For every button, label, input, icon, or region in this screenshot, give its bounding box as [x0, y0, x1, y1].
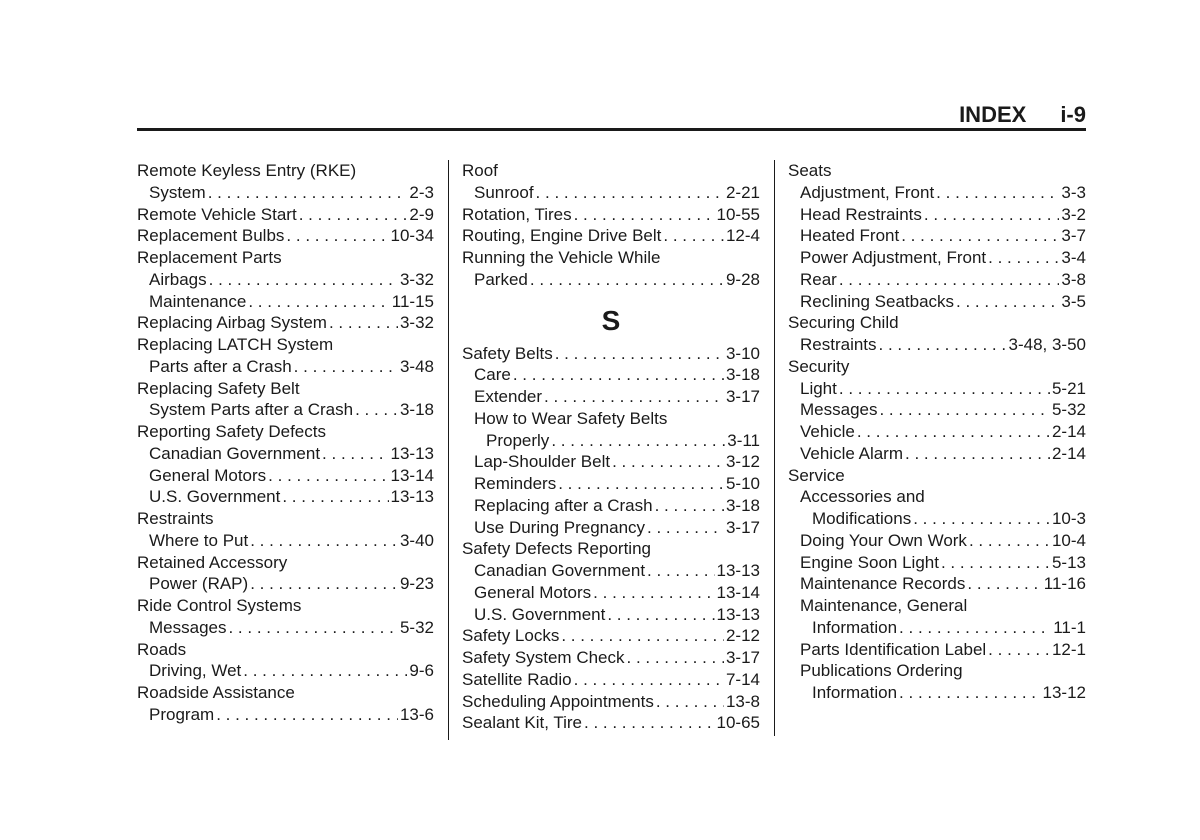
index-subentry — [462, 364, 760, 386]
entry-label: Satellite Radio — [462, 669, 572, 689]
index-subentry — [788, 508, 1086, 530]
entry-label: Routing, Engine Drive Belt — [462, 226, 662, 246]
page-reference: 9-23 — [399, 574, 434, 594]
entry-label: Sealant Kit, Tire — [462, 713, 583, 733]
entry-label: Reminders — [474, 474, 557, 493]
entry-label: Roads — [137, 639, 187, 659]
index-subentry — [137, 573, 434, 595]
entry-label: Replacing Safety Belt — [137, 378, 300, 398]
dot-leader — [555, 343, 724, 365]
index-entry — [462, 247, 760, 269]
entry-label: Scheduling Appointments — [462, 691, 654, 711]
entry-label: How to Wear Safety Belts — [474, 408, 668, 428]
entry-label: Reporting Safety Defects — [137, 422, 326, 441]
page-reference: 3-17 — [725, 517, 760, 537]
dot-leader — [647, 560, 714, 582]
entry-label: Information — [812, 683, 898, 702]
entry-label: Replacement Bulbs — [137, 226, 285, 246]
dot-leader — [969, 530, 1050, 552]
dot-leader — [216, 704, 398, 726]
index-entry — [462, 712, 760, 734]
entry-label: Reclining Seatbacks — [800, 291, 955, 311]
dot-leader — [607, 604, 714, 626]
page-reference: 5-10 — [725, 474, 760, 493]
entry-label: Driving, Wet — [149, 661, 242, 681]
page-reference: 13-13 — [716, 604, 760, 624]
dot-leader — [355, 399, 398, 421]
entry-label: Maintenance — [149, 291, 247, 311]
dot-leader — [627, 647, 724, 669]
entry-label: Power Adjustment, Front — [800, 248, 987, 267]
page-reference: 11-15 — [391, 291, 434, 311]
dot-leader — [593, 582, 714, 604]
dot-leader — [941, 552, 1050, 574]
entry-label: Head Restraints — [800, 204, 922, 224]
dot-leader — [924, 204, 1060, 226]
page-reference: 5-21 — [1051, 378, 1086, 398]
dot-leader — [913, 508, 1050, 530]
dot-leader — [879, 399, 1049, 421]
index-subentry — [462, 430, 760, 452]
page-reference: 3-12 — [725, 452, 760, 472]
page-reference: 3-4 — [1061, 248, 1086, 267]
index-entry — [788, 160, 1086, 182]
entry-label: General Motors — [474, 582, 592, 602]
dot-leader — [250, 530, 398, 552]
entry-label: Security — [788, 356, 850, 376]
index-subentry — [788, 182, 1086, 204]
page-reference: 2-3 — [409, 182, 434, 202]
page-reference: 5-32 — [1051, 400, 1086, 420]
entry-label: Light — [800, 378, 837, 398]
dot-leader — [839, 378, 1050, 400]
page-reference: 10-55 — [716, 204, 760, 224]
entry-label: Information — [812, 617, 898, 637]
entry-label: Safety Defects Reporting — [462, 539, 651, 559]
dot-leader — [905, 443, 1050, 465]
entry-label: Parts Identification Label — [800, 639, 987, 659]
entry-label: Publications Ordering — [800, 661, 963, 681]
entry-label: Extender — [474, 387, 543, 406]
page-reference: 3-7 — [1061, 226, 1086, 246]
entry-label: Where to Put — [149, 530, 249, 550]
index-subentry — [788, 530, 1086, 552]
index-subentry — [788, 639, 1086, 661]
entry-label: Vehicle — [800, 422, 855, 441]
index-title: INDEX — [959, 102, 1027, 127]
index-entry — [137, 247, 434, 269]
index-subentry — [462, 560, 760, 582]
index-subentry — [137, 182, 434, 204]
index-subentry — [462, 408, 760, 430]
index-entry — [137, 160, 434, 182]
index-entry — [462, 691, 760, 713]
entry-label: Running the Vehicle While — [462, 248, 661, 267]
index-subentry — [788, 443, 1086, 465]
page-reference: 10-4 — [1051, 530, 1086, 550]
index-entry — [137, 639, 434, 661]
index-entry — [137, 508, 434, 530]
dot-leader — [574, 669, 724, 691]
dot-leader — [899, 617, 1051, 639]
page-reference: 11-16 — [1043, 574, 1086, 594]
entry-label: Sunroof — [474, 182, 534, 202]
index-subentry — [137, 269, 434, 291]
entry-label: Maintenance Records — [800, 574, 966, 594]
entry-label: Ride Control Systems — [137, 596, 302, 615]
dot-leader — [544, 386, 724, 408]
entry-label: Canadian Government — [149, 443, 321, 463]
entry-label: Replacing LATCH System — [137, 335, 334, 354]
dot-leader — [574, 204, 715, 226]
entry-label: Replacing after a Crash — [474, 495, 653, 515]
dot-leader — [839, 269, 1060, 291]
page-reference: 3-40 — [399, 530, 434, 550]
index-subentry — [788, 204, 1086, 226]
entry-label: Messages — [800, 400, 878, 420]
entry-label: Seats — [788, 161, 832, 180]
dot-leader — [879, 334, 1007, 356]
index-column-3 — [788, 160, 1086, 704]
index-entry — [788, 356, 1086, 378]
page-reference: 13-6 — [399, 704, 434, 724]
index-subentry — [462, 269, 760, 291]
index-entry — [137, 682, 434, 704]
dot-leader — [513, 364, 724, 386]
entry-label: Accessories and — [800, 487, 925, 507]
entry-label: Messages — [149, 617, 227, 637]
dot-leader — [286, 225, 388, 247]
dot-leader — [208, 182, 408, 204]
index-entry — [462, 343, 760, 365]
page-reference: 3-3 — [1061, 182, 1086, 202]
index-subentry — [462, 451, 760, 473]
page-reference: 11-1 — [1053, 617, 1086, 637]
index-subentry — [137, 291, 434, 313]
page-header — [137, 101, 1086, 129]
entry-label: System Parts after a Crash — [149, 400, 354, 420]
page-reference: 3-32 — [399, 269, 434, 289]
entry-label: Rotation, Tires — [462, 204, 572, 224]
index-subentry — [788, 617, 1086, 639]
index-entry — [137, 552, 434, 574]
page-reference: 5-13 — [1051, 552, 1086, 572]
index-entry — [788, 312, 1086, 334]
page-reference: 13-14 — [716, 582, 760, 602]
dot-leader — [248, 291, 389, 313]
entry-label: Rear — [800, 269, 837, 289]
section-letter: S — [601, 304, 621, 336]
page-reference: 3-10 — [725, 343, 760, 363]
page-reference: 2-9 — [409, 204, 434, 224]
index-subentry — [788, 486, 1086, 508]
index-column-1 — [137, 160, 434, 726]
index-subentry — [137, 399, 434, 421]
dot-leader — [299, 204, 408, 226]
index-entry — [788, 465, 1086, 487]
index-subentry — [137, 356, 434, 378]
column-divider — [774, 160, 775, 736]
entry-label: Airbags — [149, 269, 207, 289]
index-subentry — [788, 573, 1086, 595]
index-subentry — [462, 473, 760, 495]
entry-label: Service — [788, 465, 845, 485]
page-reference: 10-34 — [390, 226, 434, 246]
dot-leader — [967, 573, 1041, 595]
index-entry — [137, 225, 434, 247]
dot-leader — [558, 473, 724, 495]
dot-leader — [988, 247, 1059, 269]
dot-leader — [209, 269, 398, 291]
entry-label: Heated Front — [800, 226, 900, 246]
dot-leader — [899, 682, 1040, 704]
header-rule — [137, 128, 1086, 131]
dot-leader — [530, 269, 724, 291]
index-subentry — [788, 595, 1086, 617]
index-entry — [137, 204, 434, 226]
page-reference: 3-18 — [399, 400, 434, 420]
dot-leader — [282, 486, 388, 508]
index-subentry — [462, 604, 760, 626]
dot-leader — [612, 451, 724, 473]
index-subentry — [137, 486, 434, 508]
dot-leader — [329, 312, 398, 334]
index-entry — [137, 334, 434, 356]
index-entry — [462, 538, 760, 560]
dot-leader — [647, 517, 724, 539]
entry-label: Adjustment, Front — [800, 182, 935, 202]
page-reference: 9-28 — [725, 269, 760, 289]
index-entry — [137, 378, 434, 400]
entry-label: Modifications — [812, 509, 912, 528]
index-entry — [462, 225, 760, 247]
index-subentry — [788, 682, 1086, 704]
index-column-2 — [462, 160, 760, 734]
index-subentry — [462, 517, 760, 539]
dot-leader — [294, 356, 398, 378]
page-reference: 13-13 — [390, 487, 434, 507]
index-entry — [462, 669, 760, 691]
index-subentry — [462, 495, 760, 517]
index-subentry — [788, 552, 1086, 574]
dot-leader — [663, 225, 724, 247]
entry-label: Properly — [486, 430, 550, 450]
page-reference: 13-8 — [725, 691, 760, 711]
entry-label: Replacing Airbag System — [137, 313, 327, 333]
dot-leader — [228, 617, 397, 639]
page-reference: 13-12 — [1042, 683, 1086, 702]
index-subentry — [137, 465, 434, 487]
entry-label: Restraints — [800, 335, 877, 354]
page-reference: 3-18 — [725, 365, 760, 385]
dot-leader — [901, 225, 1059, 247]
page-reference: 2-21 — [725, 182, 760, 202]
entry-label: System — [149, 182, 206, 202]
entry-label: Vehicle Alarm — [800, 443, 903, 463]
entry-label: U.S. Government — [149, 487, 281, 507]
page-reference: 3-5 — [1061, 291, 1086, 311]
index-entry — [137, 595, 434, 617]
entry-label: Roadside Assistance — [137, 683, 295, 702]
page-reference: 3-17 — [725, 387, 760, 406]
dot-leader — [250, 573, 398, 595]
page-reference: 13-13 — [716, 561, 760, 580]
index-subentry — [788, 334, 1086, 356]
dot-leader — [656, 691, 724, 713]
entry-label: Care — [474, 365, 511, 385]
index-subentry — [462, 582, 760, 604]
page-reference: 3-18 — [725, 495, 760, 515]
index-entry — [462, 160, 760, 182]
page-number: i-9 — [1060, 102, 1086, 127]
entry-label: Replacement Parts — [137, 248, 282, 267]
dot-leader — [561, 625, 724, 647]
entry-label: Lap-Shoulder Belt — [474, 452, 611, 472]
page-reference: 13-14 — [390, 465, 434, 485]
index-subentry — [788, 291, 1086, 313]
page-reference: 13-13 — [390, 443, 434, 463]
entry-label: Engine Soon Light — [800, 552, 939, 572]
page-reference: 10-65 — [716, 713, 760, 733]
page-reference: 5-32 — [399, 617, 434, 637]
entry-label: Remote Keyless Entry (RKE) — [137, 161, 357, 180]
entry-label: Canadian Government — [474, 561, 646, 580]
page-reference: 3-32 — [399, 313, 434, 333]
page-reference: 9-6 — [409, 661, 434, 681]
index-subentry — [137, 530, 434, 552]
index-entry — [462, 647, 760, 669]
dot-leader — [551, 430, 725, 452]
dot-leader — [857, 421, 1050, 443]
dot-leader — [655, 495, 724, 517]
entry-label: Doing Your Own Work — [800, 530, 967, 550]
entry-label: Maintenance, General — [800, 596, 968, 615]
entry-label: U.S. Government — [474, 604, 606, 624]
page-reference: 2-14 — [1051, 443, 1086, 463]
index-subentry — [137, 443, 434, 465]
index-entry — [137, 312, 434, 334]
column-divider — [448, 160, 449, 740]
entry-label: Remote Vehicle Start — [137, 204, 297, 224]
index-subentry — [137, 704, 434, 726]
entry-label: Safety Locks — [462, 626, 560, 646]
entry-label: Parked — [474, 269, 528, 289]
entry-label: Parts after a Crash — [149, 356, 292, 376]
dot-leader — [988, 639, 1050, 661]
page-reference: 12-4 — [725, 226, 760, 246]
page-reference: 3-8 — [1061, 269, 1086, 289]
page-reference: 3-11 — [727, 430, 760, 450]
index-subentry — [788, 247, 1086, 269]
page-reference: 2-12 — [725, 626, 760, 646]
index-subentry — [788, 378, 1086, 400]
index-subentry — [788, 225, 1086, 247]
entry-label: Safety Belts — [462, 343, 553, 363]
dot-leader — [584, 712, 715, 734]
index-entry — [462, 625, 760, 647]
entry-label: Safety System Check — [462, 648, 625, 667]
dot-leader — [268, 465, 388, 487]
index-entry — [137, 421, 434, 443]
page-reference: 2-14 — [1051, 422, 1086, 441]
index-subentry — [788, 660, 1086, 682]
index-subentry — [462, 182, 760, 204]
entry-label: Program — [149, 704, 215, 724]
index-subentry — [788, 269, 1086, 291]
entry-label: Restraints — [137, 509, 214, 528]
page-reference: 3-48 — [399, 356, 434, 376]
entry-label: Retained Accessory — [137, 552, 288, 572]
index-subentry — [137, 660, 434, 682]
page-reference: 3-48, 3-50 — [1008, 335, 1086, 354]
page-reference: 3-17 — [725, 648, 760, 667]
index-subentry — [788, 399, 1086, 421]
dot-leader — [956, 291, 1059, 313]
index-subentry — [788, 421, 1086, 443]
page-reference: 3-2 — [1061, 204, 1086, 224]
index-subentry — [137, 617, 434, 639]
entry-label: Securing Child — [788, 313, 899, 333]
entry-label: General Motors — [149, 465, 267, 485]
dot-leader — [243, 660, 407, 682]
dot-leader — [536, 182, 724, 204]
page-reference: 7-14 — [725, 669, 760, 689]
index-entry — [462, 204, 760, 226]
dot-leader — [936, 182, 1059, 204]
page-reference: 12-1 — [1051, 639, 1086, 659]
dot-leader — [322, 443, 388, 465]
entry-label: Roof — [462, 161, 498, 180]
entry-label: Power (RAP) — [149, 574, 249, 594]
index-subentry — [462, 386, 760, 408]
page-reference: 10-3 — [1051, 509, 1086, 528]
entry-label: Use During Pregnancy — [474, 517, 646, 537]
